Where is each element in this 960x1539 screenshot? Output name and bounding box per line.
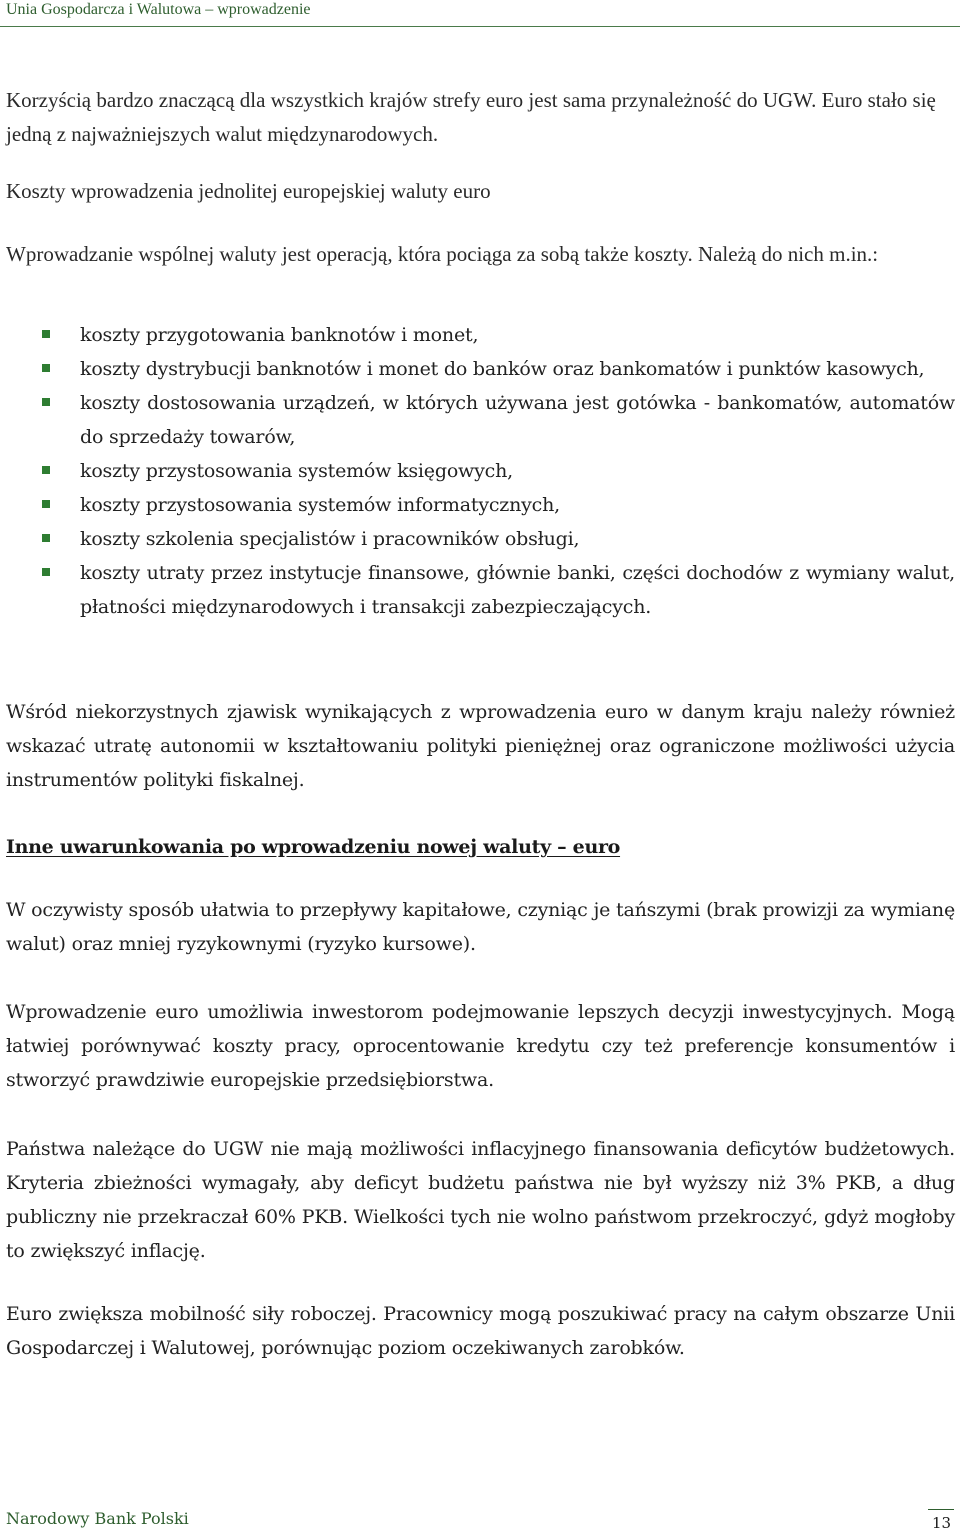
list-item (40, 556, 955, 624)
list-item (40, 318, 955, 352)
investors-paragraph: Wprowadzenie euro umożliwia inwestorom podejmowanie lepszych decyzji inwestycyjnych. Mogą łatwiej porównywać koszty pracy, oprocentowanie kredytu czy też preferencje konsumentów i stworzyć prawdziwie europejskie przedsiębiorstwa. (6, 1001, 955, 1091)
page-number: 13 (932, 1514, 952, 1532)
costs-lead-paragraph: Wprowadzanie wspólnej waluty jest operacją, która pociąga za sobą także koszty. Należą do nich m.in.: (6, 242, 879, 266)
page-header (0, 0, 960, 27)
list-item (40, 488, 955, 522)
header-title: Unia Gospodarcza i Walutowa – wprowadzenie (6, 1, 311, 18)
square-bullet-icon (42, 330, 50, 338)
list-item-text: koszty dystrybucji banknotów i monet do banków oraz bankomatów i punktów kasowych, (80, 358, 925, 380)
footer-publisher: Narodowy Bank Polski (6, 1509, 189, 1528)
section-heading-costs: Koszty wprowadzenia jednolitej europejskiej waluty euro (6, 179, 491, 203)
square-bullet-icon (42, 466, 50, 474)
section-heading-conditions: Inne uwarunkowania po wprowadzeniu nowej waluty – euro (6, 836, 621, 858)
list-item-text: koszty dostosowania urządzeń, w których używana jest gotówka - bankomatów, automatów do sprzedaży towarów, (80, 392, 955, 448)
list-item-text: koszty utraty przez instytucje finansowe, głównie banki, części dochodów z wymiany walut, płatności międzynarodowych i transakcji zabezpieczających. (80, 562, 955, 618)
costs-bullet-list (40, 318, 955, 624)
list-item-text: koszty szkolenia specjalistów i pracowników obsługi, (80, 528, 580, 550)
list-item (40, 386, 955, 454)
list-item (40, 454, 955, 488)
disadvantages-paragraph: Wśród niekorzystnych zjawisk wynikających z wprowadzenia euro w danym kraju należy również wskazać utratę autonomii w kształtowaniu polityki pieniężnej oraz ograniczone możliwości użycia instrumentów polityki fiskalnej. (6, 701, 955, 791)
list-item (40, 522, 955, 556)
budget-deficit-paragraph: Państwa należące do UGW nie mają możliwości inflacyjnego finansowania deficytów budżetowych. Kryteria zbieżności wymagały, aby deficyt budżetu państwa nie był wyższy niż 3% PKB, a dług publiczny nie przekraczał 60% PKB. Wielkości tych nie wolno państwom przekroczyć, gdyż mogłoby to zwiększyć inflację. (6, 1138, 955, 1262)
intro-paragraph: Korzyścią bardzo znaczącą dla wszystkich krajów strefy euro jest sama przynależność do UGW. Euro stało się jedną z najważniejszych walut międzynarodowych. (6, 88, 936, 146)
list-item-text: koszty przystosowania systemów księgowych, (80, 460, 513, 482)
labour-mobility-paragraph: Euro zwiększa mobilność siły roboczej. Pracownicy mogą poszukiwać pracy na całym obszarze Unii Gospodarczej i Walutowej, porównując poziom oczekiwanych zarobków. (6, 1303, 955, 1359)
page-number-rule (928, 1509, 954, 1510)
square-bullet-icon (42, 398, 50, 406)
square-bullet-icon (42, 568, 50, 576)
square-bullet-icon (42, 500, 50, 508)
square-bullet-icon (42, 364, 50, 372)
list-item-text: koszty przygotowania banknotów i monet, (80, 324, 479, 346)
capital-flows-paragraph: W oczywisty sposób ułatwia to przepływy kapitałowe, czyniąc je tańszymi (brak prowizji za wymianę walut) oraz mniej ryzykownymi (ryzyko kursowe). (6, 899, 955, 955)
list-item (40, 352, 955, 386)
square-bullet-icon (42, 534, 50, 542)
list-item-text: koszty przystosowania systemów informatycznych, (80, 494, 560, 516)
